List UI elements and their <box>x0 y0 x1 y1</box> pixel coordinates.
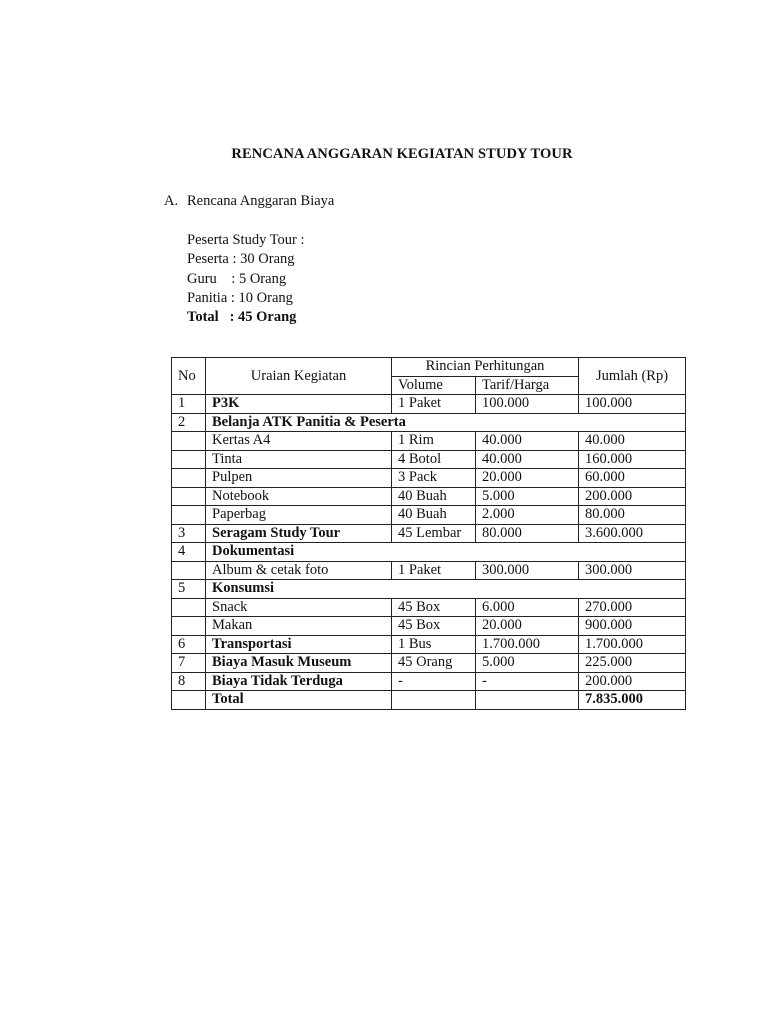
cell-jumlah: 100.000 <box>579 395 686 414</box>
table-header-row <box>172 358 686 377</box>
cell-tarif: 20.000 <box>476 617 579 636</box>
table-row <box>172 395 686 414</box>
table-total-row <box>172 691 686 710</box>
table-row <box>172 654 686 673</box>
cell-uraian: Album & cetak foto <box>206 561 392 580</box>
cell-jumlah: 900.000 <box>579 617 686 636</box>
section-letter: A. <box>164 193 179 209</box>
cell-jumlah: 3.600.000 <box>579 524 686 543</box>
table-row <box>172 617 686 636</box>
participants-heading: Peserta Study Tour : <box>187 232 305 248</box>
cell-no <box>172 506 206 525</box>
total-label: Total <box>206 691 392 710</box>
cell-tarif <box>476 691 579 710</box>
cell-uraian: Snack <box>206 598 392 617</box>
cell-no: 5 <box>172 580 206 599</box>
cell-jumlah: 200.000 <box>579 487 686 506</box>
cell-tarif: 300.000 <box>476 561 579 580</box>
cell-no: 3 <box>172 524 206 543</box>
cell-volume: 45 Box <box>392 598 476 617</box>
cell-no <box>172 487 206 506</box>
cell-volume: 3 Pack <box>392 469 476 488</box>
cell-jumlah: 1.700.000 <box>579 635 686 654</box>
cell-volume: 45 Box <box>392 617 476 636</box>
cell-tarif: - <box>476 672 579 691</box>
cell-tarif: 40.000 <box>476 450 579 469</box>
cell-volume: 45 Orang <box>392 654 476 673</box>
cell-tarif: 6.000 <box>476 598 579 617</box>
cell-jumlah: 60.000 <box>579 469 686 488</box>
table-row <box>172 598 686 617</box>
cell-no <box>172 691 206 710</box>
table-row <box>172 450 686 469</box>
participants-line: Peserta : 30 Orang <box>187 251 295 268</box>
cell-jumlah: 80.000 <box>579 506 686 525</box>
section-label: Rencana Anggaran Biaya <box>187 193 335 209</box>
cell-no: 1 <box>172 395 206 414</box>
cell-no <box>172 598 206 617</box>
participants-block <box>187 231 305 327</box>
cell-tarif: 5.000 <box>476 654 579 673</box>
cell-jumlah: 40.000 <box>579 432 686 451</box>
cell-jumlah: 270.000 <box>579 598 686 617</box>
participants-total: Total : 45 Orang <box>187 309 297 326</box>
cell-tarif: 2.000 <box>476 506 579 525</box>
cell-uraian: Pulpen <box>206 469 392 488</box>
cell-jumlah: 225.000 <box>579 654 686 673</box>
header-no: No <box>172 358 206 395</box>
cell-volume: 40 Buah <box>392 506 476 525</box>
header-rincian: Rincian Perhitungan <box>392 358 579 377</box>
cell-jumlah: 300.000 <box>579 561 686 580</box>
cell-no: 4 <box>172 543 206 562</box>
cell-volume: 1 Rim <box>392 432 476 451</box>
participants-line: Guru : 5 Orang <box>187 270 287 287</box>
cell-no: 2 <box>172 413 206 432</box>
cell-tarif: 1.700.000 <box>476 635 579 654</box>
total-jumlah: 7.835.000 <box>579 691 686 710</box>
table-row <box>172 580 686 599</box>
cell-uraian: Dokumentasi <box>206 543 686 562</box>
cell-uraian: Makan <box>206 617 392 636</box>
cell-jumlah: 160.000 <box>579 450 686 469</box>
cell-tarif: 20.000 <box>476 469 579 488</box>
cell-uraian: P3K <box>206 395 392 414</box>
table-row <box>172 524 686 543</box>
table-row <box>172 543 686 562</box>
table-row <box>172 561 686 580</box>
cell-tarif: 40.000 <box>476 432 579 451</box>
cell-volume: 40 Buah <box>392 487 476 506</box>
table-row <box>172 432 686 451</box>
cell-volume: 4 Botol <box>392 450 476 469</box>
cell-volume: 1 Paket <box>392 561 476 580</box>
cell-no: 7 <box>172 654 206 673</box>
section-heading <box>164 193 334 210</box>
header-jumlah: Jumlah (Rp) <box>579 358 686 395</box>
cell-no <box>172 617 206 636</box>
cell-uraian: Belanja ATK Panitia & Peserta <box>206 413 686 432</box>
cell-uraian: Konsumsi <box>206 580 686 599</box>
cell-jumlah: 200.000 <box>579 672 686 691</box>
cell-no: 8 <box>172 672 206 691</box>
cell-uraian: Tinta <box>206 450 392 469</box>
cell-no <box>172 432 206 451</box>
header-volume: Volume <box>392 376 476 395</box>
cell-tarif: 5.000 <box>476 487 579 506</box>
cell-no <box>172 469 206 488</box>
cell-uraian: Paperbag <box>206 506 392 525</box>
cell-no <box>172 450 206 469</box>
cell-uraian: Kertas A4 <box>206 432 392 451</box>
document-title: RENCANA ANGGARAN KEGIATAN STUDY TOUR <box>231 146 573 162</box>
cell-tarif: 100.000 <box>476 395 579 414</box>
cell-volume: 1 Paket <box>392 395 476 414</box>
cell-volume: - <box>392 672 476 691</box>
cell-volume: 1 Bus <box>392 635 476 654</box>
cell-volume: 45 Lembar <box>392 524 476 543</box>
cell-uraian: Transportasi <box>206 635 392 654</box>
cell-uraian: Biaya Masuk Museum <box>206 654 392 673</box>
table-row <box>172 487 686 506</box>
participants-line: Panitia : 10 Orang <box>187 289 293 306</box>
cell-uraian: Notebook <box>206 487 392 506</box>
header-tarif: Tarif/Harga <box>476 376 579 395</box>
table-row <box>172 635 686 654</box>
cell-tarif: 80.000 <box>476 524 579 543</box>
cell-no: 6 <box>172 635 206 654</box>
table-row <box>172 672 686 691</box>
header-uraian: Uraian Kegiatan <box>206 358 392 395</box>
budget-table <box>171 357 686 710</box>
table-row <box>172 413 686 432</box>
cell-volume <box>392 691 476 710</box>
cell-uraian: Biaya Tidak Terduga <box>206 672 392 691</box>
cell-uraian: Seragam Study Tour <box>206 524 392 543</box>
table-row <box>172 506 686 525</box>
cell-no <box>172 561 206 580</box>
table-row <box>172 469 686 488</box>
